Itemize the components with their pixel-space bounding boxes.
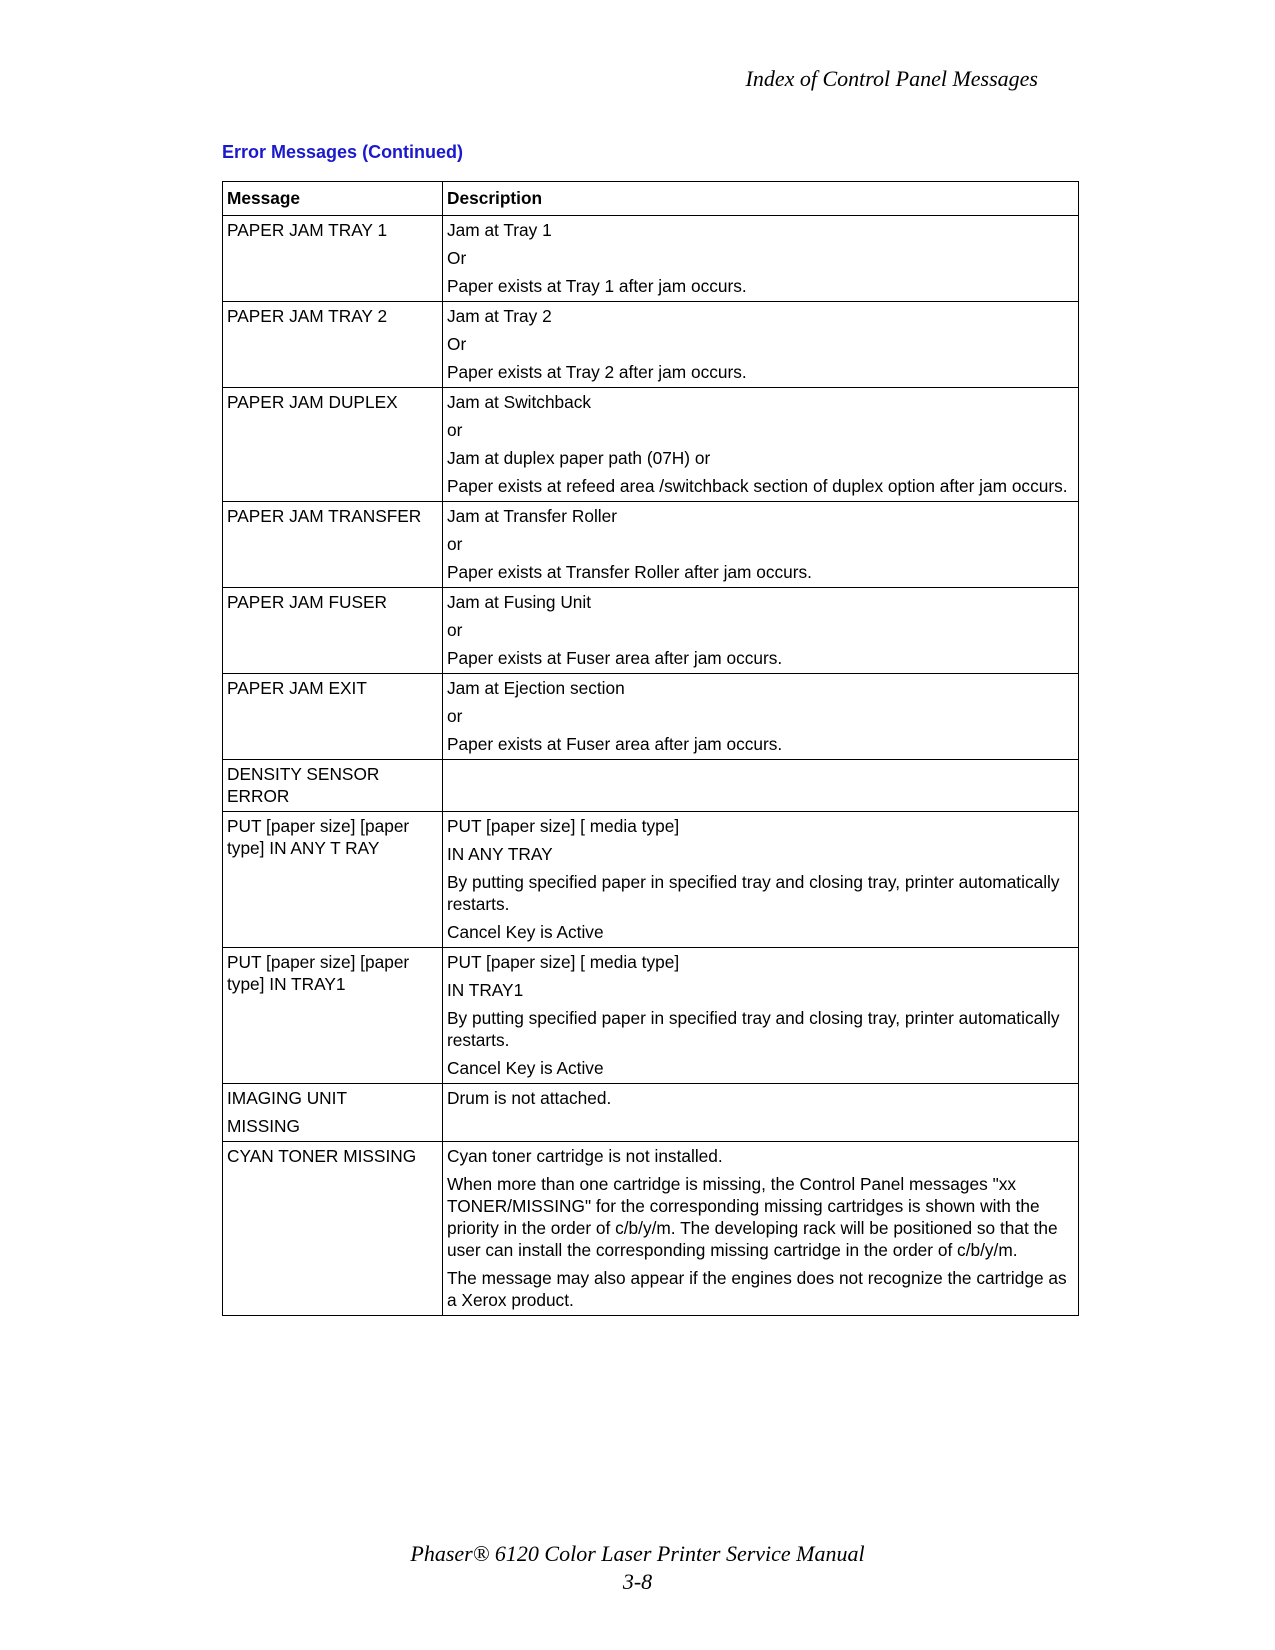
description-text: Jam at Tray 2 <box>447 306 552 326</box>
message-cell <box>223 812 443 948</box>
description-cell <box>443 760 1079 812</box>
description-cell <box>443 388 1079 502</box>
message-cell <box>223 1142 443 1316</box>
description-text: Jam at Switchback <box>447 392 592 412</box>
description-cell <box>443 588 1079 674</box>
message-cell <box>223 760 443 812</box>
table-row <box>223 388 1079 502</box>
description-text: Jam at Tray 1 <box>447 220 552 240</box>
table-row <box>223 502 1079 588</box>
error-messages-table <box>222 181 1079 1316</box>
table-header-row <box>223 182 1079 216</box>
message-text: IMAGING UNIT <box>227 1088 348 1108</box>
description-text: Cancel Key is Active <box>447 1058 604 1078</box>
running-header: Index of Control Panel Messages <box>745 66 1038 91</box>
description-text: or <box>447 620 463 640</box>
table-row <box>223 760 1079 812</box>
description-text: Jam at Fusing Unit <box>447 592 592 612</box>
description-text: Or <box>447 334 467 354</box>
table-row <box>223 1084 1079 1142</box>
message-text: PAPER JAM TRAY 2 <box>227 306 388 326</box>
description-text: Or <box>447 248 467 268</box>
description-cell <box>443 216 1079 302</box>
message-cell <box>223 302 443 388</box>
description-text: By putting specified paper in specified tray and closing tray, printer automatically restarts. <box>447 872 1060 914</box>
description-text: IN ANY TRAY <box>447 844 553 864</box>
message-text: DENSITY SENSOR ERROR <box>227 764 380 806</box>
description-text: When more than one cartridge is missing, the Control Panel messages "xx TONER/MISSING" for the corresponding missing cartridges is shown with the priority in the order of c/b/y/m. The developing rack will be positioned so that the user can install the corresponding missing cartridge in the order of c/b/y/m. <box>447 1174 1058 1260</box>
column-header-description: Description <box>443 182 1079 216</box>
message-cell <box>223 948 443 1084</box>
description-cell <box>443 1084 1079 1142</box>
message-text: PUT [paper size] [paper type] IN TRAY1 <box>227 952 410 994</box>
message-text: MISSING <box>227 1116 300 1136</box>
description-cell <box>443 812 1079 948</box>
description-cell <box>443 302 1079 388</box>
table-row <box>223 812 1079 948</box>
message-text: PAPER JAM TRANSFER <box>227 506 422 526</box>
description-text: IN TRAY1 <box>447 980 524 1000</box>
description-text: Cancel Key is Active <box>447 922 604 942</box>
footer-manual-title: Phaser® 6120 Color Laser Printer Service Manual <box>410 1541 865 1566</box>
message-cell <box>223 1084 443 1142</box>
message-cell <box>223 502 443 588</box>
description-cell <box>443 1142 1079 1316</box>
table-row <box>223 302 1079 388</box>
message-cell <box>223 588 443 674</box>
description-text: PUT [paper size] [ media type] <box>447 952 680 972</box>
table-row <box>223 948 1079 1084</box>
description-text: By putting specified paper in specified tray and closing tray, printer automatically restarts. <box>447 1008 1060 1050</box>
description-text: or <box>447 534 463 554</box>
description-text: Drum is not attached. <box>447 1088 612 1108</box>
message-cell <box>223 674 443 760</box>
table-row <box>223 588 1079 674</box>
description-text: The message may also appear if the engines does not recognize the cartridge as a Xerox product. <box>447 1268 1067 1310</box>
message-cell <box>223 216 443 302</box>
table-row <box>223 674 1079 760</box>
description-text: Paper exists at Transfer Roller after jam occurs. <box>447 562 812 582</box>
section-title: Error Messages (Continued) <box>222 142 464 162</box>
description-text: Jam at Ejection section <box>447 678 625 698</box>
description-text: PUT [paper size] [ media type] <box>447 816 680 836</box>
column-header-message: Message <box>223 182 443 216</box>
table-row <box>223 1142 1079 1316</box>
description-text: or <box>447 706 463 726</box>
message-text: PAPER JAM TRAY 1 <box>227 220 388 240</box>
description-text: Cyan toner cartridge is not installed. <box>447 1146 723 1166</box>
description-text: or <box>447 420 463 440</box>
message-text: PAPER JAM DUPLEX <box>227 392 398 412</box>
description-text: Paper exists at refeed area /switchback section of duplex option after jam occurs. <box>447 476 1068 496</box>
description-text: Paper exists at Fuser area after jam occurs. <box>447 648 783 668</box>
message-text: PAPER JAM FUSER <box>227 592 388 612</box>
description-text: Jam at duplex paper path (07H) or <box>447 448 711 468</box>
message-text: PUT [paper size] [paper type] IN ANY T RAY <box>227 816 410 858</box>
table-body <box>223 216 1079 1316</box>
description-cell <box>443 948 1079 1084</box>
description-text: Paper exists at Tray 1 after jam occurs. <box>447 276 747 296</box>
message-text: PAPER JAM EXIT <box>227 678 367 698</box>
footer-page-number: 3-8 <box>622 1569 653 1594</box>
description-text: Jam at Transfer Roller <box>447 506 617 526</box>
description-cell <box>443 674 1079 760</box>
description-text: Paper exists at Fuser area after jam occurs. <box>447 734 783 754</box>
message-text: CYAN TONER MISSING <box>227 1146 417 1166</box>
message-cell <box>223 388 443 502</box>
description-text: Paper exists at Tray 2 after jam occurs. <box>447 362 747 382</box>
description-cell <box>443 502 1079 588</box>
table-row <box>223 216 1079 302</box>
